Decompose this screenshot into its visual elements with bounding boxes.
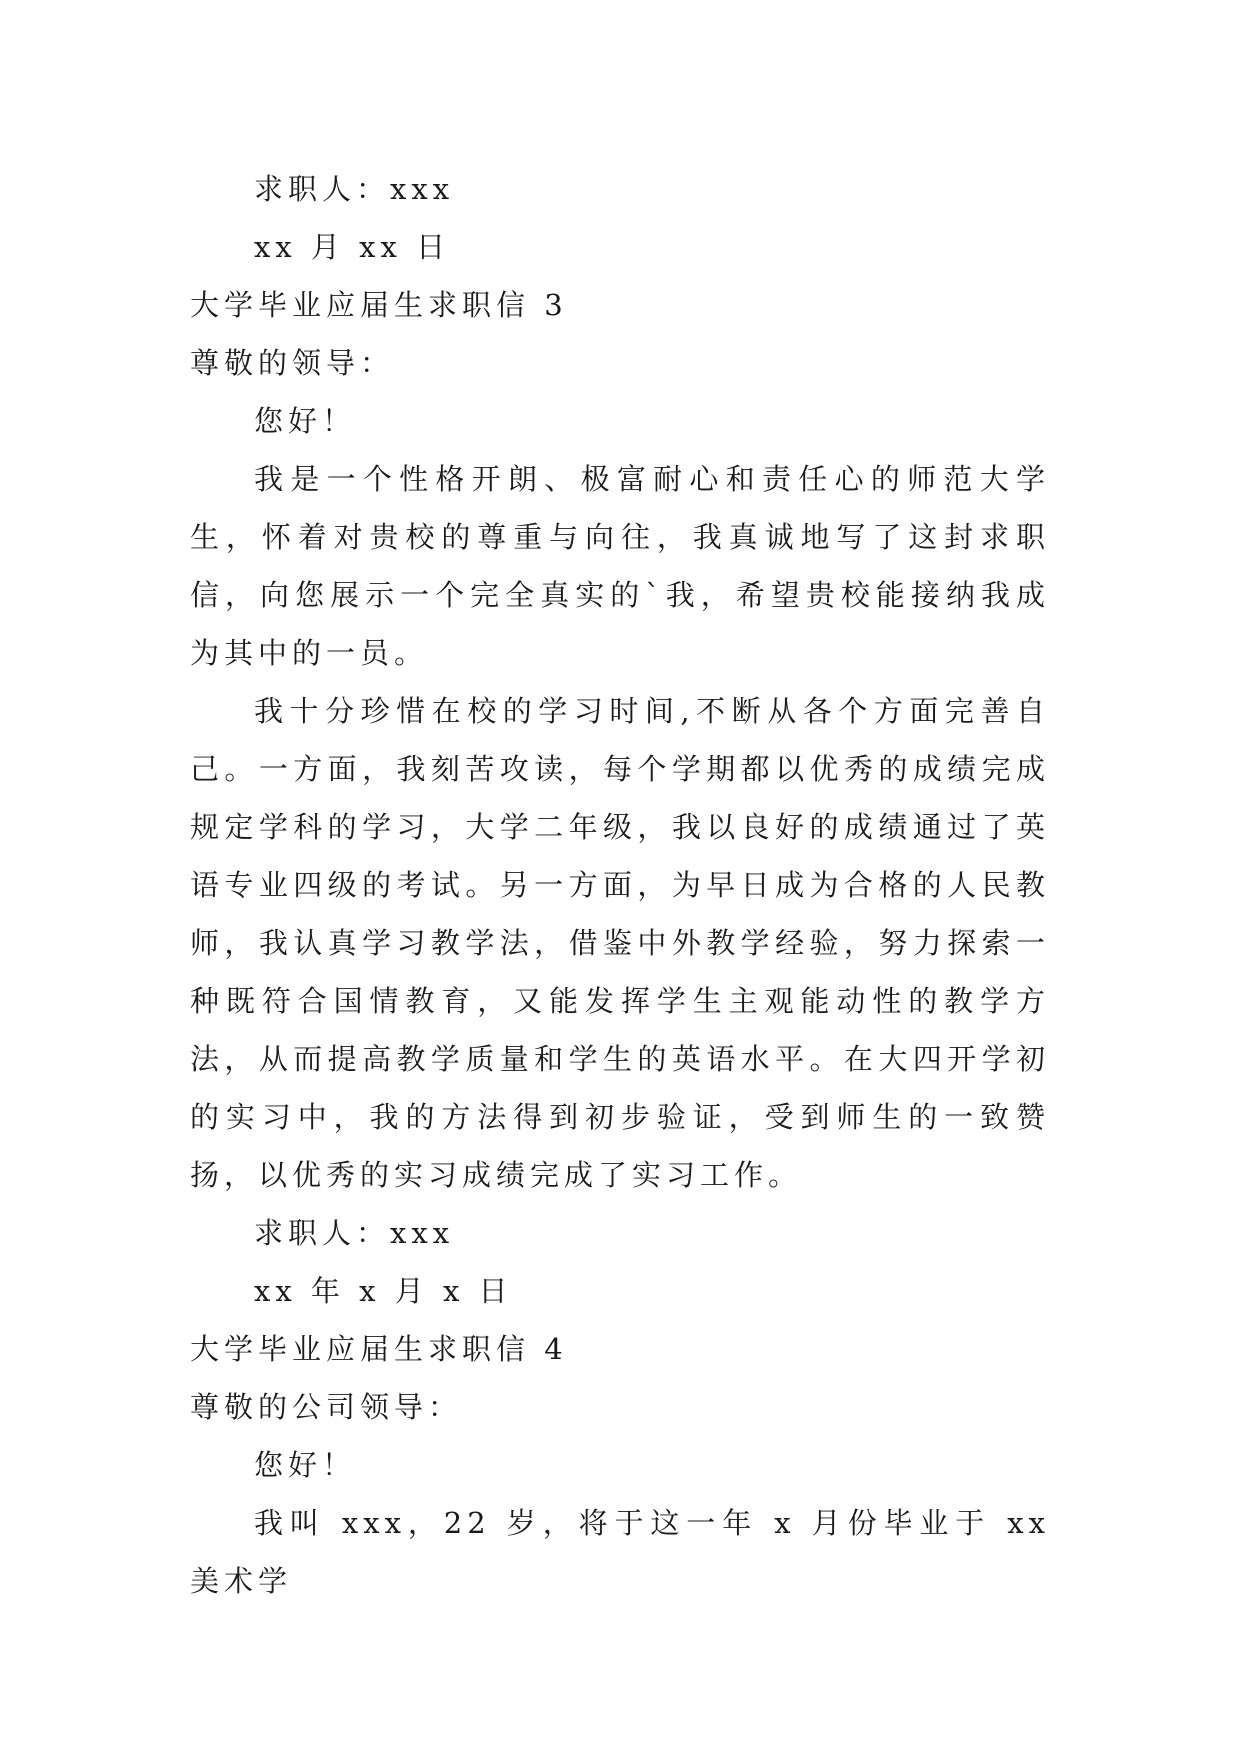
date-line: xx 月 xx 日 bbox=[254, 230, 451, 264]
signature-line: 求职人：xxx bbox=[254, 1216, 455, 1250]
greeting: 您好！ bbox=[254, 1448, 357, 1482]
body-paragraph: 我是一个性格开朗、极富耐心和责任心的师范大学生，怀着对贵校的尊重与向往，我真诚地写了这封求职信，向您展示一个完全真实的`我，希望贵校能接纳我成为其中的一员。 bbox=[190, 462, 1050, 670]
salutation: 尊敬的公司领导： bbox=[190, 1390, 463, 1424]
body-paragraph: 我叫 xxx，22 岁，将于这一年 x 月份毕业于 xx 美术学 bbox=[190, 1506, 1050, 1598]
date-line: xx 年 x 月 x 日 bbox=[254, 1274, 513, 1308]
greeting: 您好！ bbox=[254, 404, 357, 438]
letter-title: 大学毕业应届生求职信 4 bbox=[190, 1332, 568, 1366]
salutation: 尊敬的领导： bbox=[190, 346, 395, 380]
body-paragraph: 我十分珍惜在校的学习时间,不断从各个方面完善自己。一方面，我刻苦攻读，每个学期都以优秀的成绩完成规定学科的学习，大学二年级，我以良好的成绩通过了英语专业四级的考试。另一方面，为早日成为合格的人民教师，我认真学习教学法，借鉴中外教学经验，努力探索一种既符合国情教育，又能发挥学生主观能动性的教学方法，从而提高教学质量和学生的英语水平。在大四开学初的实习中，我的方法得到初步验证，受到师生的一致赞扬，以优秀的实习成绩完成了实习工作。 bbox=[190, 694, 1050, 1192]
letter-title: 大学毕业应届生求职信 3 bbox=[190, 288, 568, 322]
signature-line: 求职人：xxx bbox=[254, 172, 455, 206]
document-page bbox=[190, 160, 1050, 1610]
